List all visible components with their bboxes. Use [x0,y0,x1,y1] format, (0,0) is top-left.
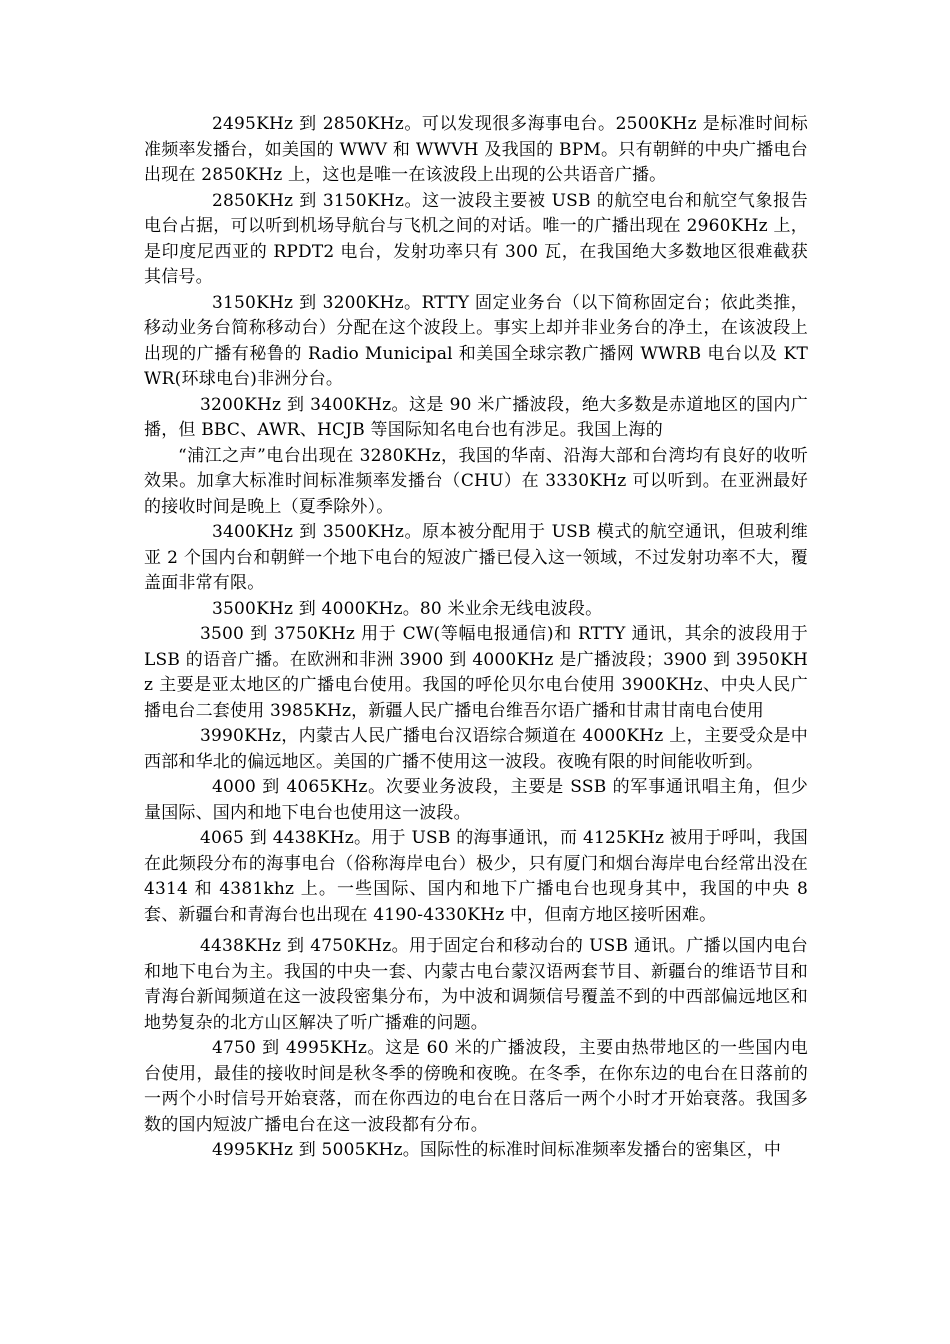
paragraph-pujiang-voice: “浦江之声”电台出现在 3280KHz，我国的华南、沿海大部和台湾均有良好的收听效果。加拿大标准时间标准频率发播台（CHU）在 3330KHz 可以听到。在亚洲最好的接收时间是晚上（夏季除外）。 [144,445,808,517]
paragraph-3990: 3990KHz，内蒙古人民广播电台汉语综合频道在 4000KHz 上，主要受众是中西部和华北的偏远地区。美国的广播不使用这一波段。夜晚有限的时间能收听到。 [144,726,808,772]
paragraph-4065-4438: 4065 到 4438KHz。用于 USB 的海事通讯，而 4125KHz 被用于呼叫，我国在此频段分布的海事电台（俗称海岸电台）极少，只有厦门和烟台海岸电台经常出没在 4314 和 4381khz 上。一些国际、国内和地下广播电台也现身其中，我国的中央 8 套、新疆台和青海台也出现在 4190-4330KHz 中，但南方地区接听困难。 [144,828,808,925]
paragraph-3400-3500: 3400KHz 到 3500KHz。原本被分配用于 USB 模式的航空通讯，但玻利维亚 2 个国内台和朝鲜一个地下电台的短波广播已侵入这一领域，不过发射功率不大，覆盖面非常有限。 [144,522,808,593]
document-page [144,112,808,1164]
paragraph-4750-4995: 4750 到 4995KHz。这是 60 米的广播波段，主要由热带地区的一些国内电台使用，最佳的接收时间是秋冬季的傍晚和夜晚。在冬季，在你东边的电台在日落前的一两个小时信号开始衰落，而在你西边的电台在日落后一两个小时才开始衰落。我国多数的国内短波广播电台在这一波段都有分布。 [144,1038,808,1135]
paragraph-3500-3750: 3500 到 3750KHz 用于 CW(等幅电报通信)和 RTTY 通讯，其余的波段用于 LSB 的语音广播。在欧洲和非洲 3900 到 4000KHz 是广播波段；3900 到 3950KHz 主要是亚太地区的广播电台使用。我国的呼伦贝尔电台使用 3900KHz、中央人民广播电台二套使用 3985KHz，新疆人民广播电台维吾尔语广播和甘肃甘南电台使用 [144,624,808,721]
paragraph-4995-5005: 4995KHz 到 5005KHz。国际性的标准时间标准频率发播台的密集区，中 [212,1140,782,1160]
paragraph-2850-3150: 2850KHz 到 3150KHz。这一波段主要被 USB 的航空电台和航空气象报告电台占据，可以听到机场导航台与飞机之间的对话。唯一的广播出现在 2960KHz 上，是印度尼西亚的 RPDT2 电台，发射功率只有 300 瓦，在我国绝大多数地区很难截获其信号。 [144,190,808,287]
paragraph-2495-2850: 2495KHz 到 2850KHz。可以发现很多海事电台。2500KHz 是标准时间标准频率发播台，如美国的 WWV 和 WWVH 及我国的 BPM。只有朝鲜的中央广播电台出现在 2850KHz 上，这也是唯一在该波段上出现的公共语音广播。 [144,114,808,185]
paragraph-3500-4000: 3500KHz 到 4000KHz。80 米业余无线电波段。 [212,598,603,619]
paragraph-3150-3200: 3150KHz 到 3200KHz。RTTY 固定业务台（以下简称固定台；依此类推，移动业务台简称移动台）分配在这个波段上。事实上却并非业务台的净土，在该波段上出现的广播有秘鲁的 Radio Municipal 和美国全球宗教广播网 WWRB 电台以及 KTWR(环球电台)非洲分台。 [144,292,808,389]
paragraph-3200-3400: 3200KHz 到 3400KHz。这是 90 米广播波段，绝大多数是赤道地区的国内广播，但 BBC、AWR、HCJB 等国际知名电台也有涉足。我国上海的 [144,394,808,440]
paragraph-4438-4750: 4438KHz 到 4750KHz。用于固定台和移动台的 USB 通讯。广播以国内电台和地下电台为主。我国的中央一套、内蒙古电台蒙汉语两套节目、新疆台的维语节目和青海台新闻频道在这一波段密集分布，为中波和调频信号覆盖不到的中西部偏远地区和地势复杂的北方山区解决了听广播难的问题。 [144,936,808,1033]
paragraph-4000-4065: 4000 到 4065KHz。次要业务波段，主要是 SSB 的军事通讯唱主角，但少量国际、国内和地下电台也使用这一波段。 [144,777,808,823]
